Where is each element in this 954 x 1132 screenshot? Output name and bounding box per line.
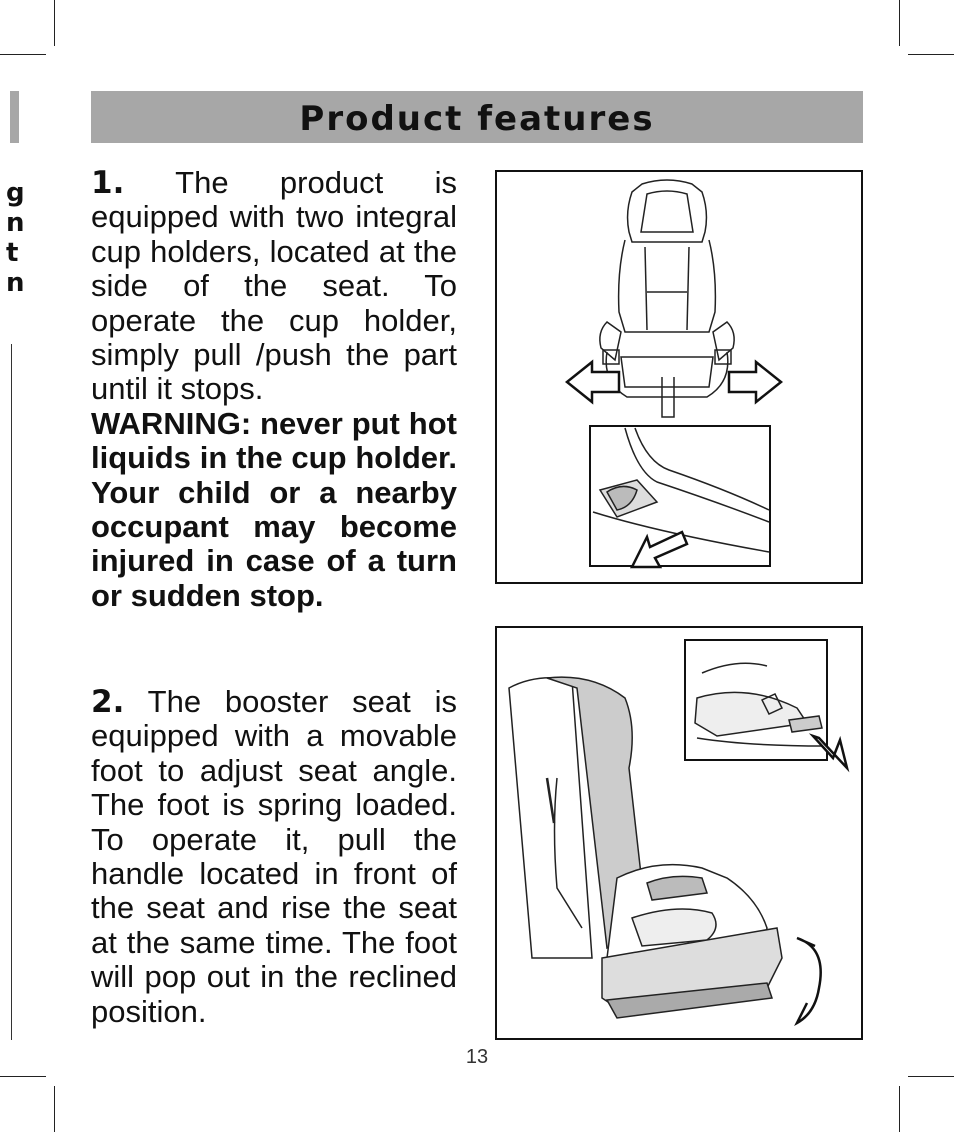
crop-mark [54, 1086, 55, 1132]
cup-holder-figure [495, 170, 863, 584]
edge-text-fragment: g [6, 178, 25, 208]
rotate-arrow-icon [797, 938, 821, 1023]
page-title: Product features [299, 99, 655, 139]
crop-mark [54, 0, 55, 46]
edge-text-fragment: n [6, 208, 25, 238]
arrow-right-icon [729, 362, 781, 402]
feature-number: 1. [91, 165, 125, 201]
crop-mark [0, 1076, 46, 1077]
feature-text: The booster seat is equipped with a movable foot to adjust seat angle. The foot is spring loaded. To operate it, pull the handle located in front of the seat and rise the seat at the same time. The foot will pop out in the reclined position. [91, 684, 457, 1029]
edge-text-fragment: t [6, 238, 19, 268]
feature-number: 2. [91, 684, 125, 720]
crop-mark [0, 54, 46, 55]
warning-text: WARNING: never put hot liquids in the cup holder. Your child or a nearby occupant may become injured in case of a turn or sudden stop. [91, 405, 457, 613]
crop-mark [899, 0, 900, 46]
crop-mark [908, 54, 954, 55]
reclining-foot-figure [495, 626, 863, 1040]
previous-page-tab [10, 91, 19, 143]
booster-seat-front-view-icon [497, 172, 861, 582]
booster-seat-side-view-icon [497, 628, 861, 1038]
feature-1-paragraph [91, 166, 457, 613]
page-number: 13 [465, 1046, 489, 1068]
crop-mark [899, 1086, 900, 1132]
feature-2-paragraph [91, 685, 457, 1029]
margin-rule [11, 344, 12, 1040]
edge-text-fragment: n [6, 268, 25, 298]
feature-text: The product is equipped with two integral cup holders, located at the side of the seat. To operate the cup holder, simply pull /push the part until it stops. [91, 165, 457, 407]
arrow-left-icon [567, 362, 619, 402]
section-header [91, 91, 863, 143]
crop-mark [908, 1076, 954, 1077]
